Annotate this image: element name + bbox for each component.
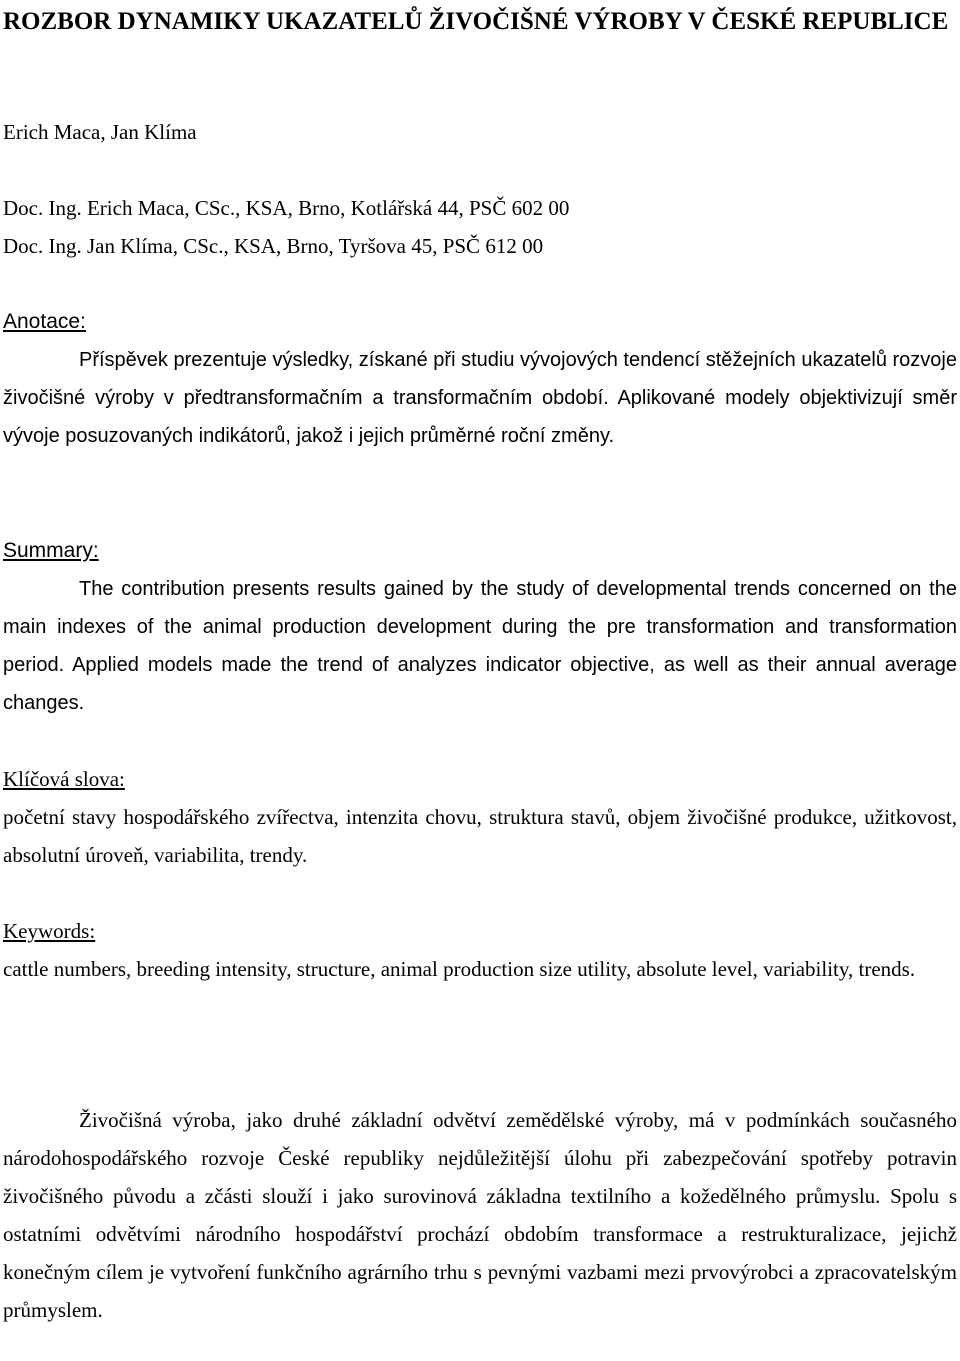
authors: Erich Maca, Jan Klíma — [3, 120, 197, 144]
paper-title: ROZBOR DYNAMIKY UKAZATELŮ ŽIVOČIŠNÉ VÝROBY V ČESKÉ REPUBLICE — [3, 8, 949, 35]
anotace-heading: Anotace: — [3, 310, 86, 333]
keywords-heading: Keywords: — [3, 919, 96, 943]
body-paragraph: Živočišná výroba, jako druhé základní odvětví zemědělské výroby, má v podmínkách současného národohospodářského rozvoje České republiky nejdůležitější úlohu při zabezpečování spotřeby potravin živočišného původu a zčásti slouží i jako surovinová základna textilního a kožedělného průmyslu. Spolu s ostatními odvětvími národního hospodářství prochází obdobím transformace a restrukturalizace, jejichž konečným cílem je vytvoření funkčního agrárního trhu s pevnými vazbami mezi prvovýrobci a zpracovatelským průmyslem. — [3, 1108, 957, 1322]
affiliation-2: Doc. Ing. Jan Klíma, CSc., KSA, Brno, Tyršova 45, PSČ 612 00 — [3, 234, 544, 258]
anotace-text: Příspěvek prezentuje výsledky, získané při studiu vývojových tendencí stěžejních ukazatelů rozvoje živočišné výroby v předtransformačním a transformačním období. Aplikované modely objektivizují směr vývoje posuzovaných indikátorů, jakož i jejich průměrné roční změny. — [3, 349, 957, 447]
summary-heading: Summary: — [3, 539, 99, 562]
affiliation-1: Doc. Ing. Erich Maca, CSc., KSA, Brno, Kotlářská 44, PSČ 602 00 — [3, 196, 570, 220]
keywords-text: cattle numbers, breeding intensity, structure, animal production size utility, absolute level, variability, trends. — [3, 957, 916, 981]
klicova-slova-text: početní stavy hospodářského zvířectva, intenzita chovu, struktura stavů, objem živočišné produkce, užitkovost, absolutní úroveň, variabilita, trendy. — [3, 805, 957, 867]
klicova-slova-heading: Klíčová slova: — [3, 767, 125, 791]
summary-text: The contribution presents results gained by the study of developmental trends concerned on the main indexes of the animal production development during the pre transformation and transformation period. Applied models made the trend of analyzes indicator objective, as well as their annual average changes. — [3, 578, 957, 714]
